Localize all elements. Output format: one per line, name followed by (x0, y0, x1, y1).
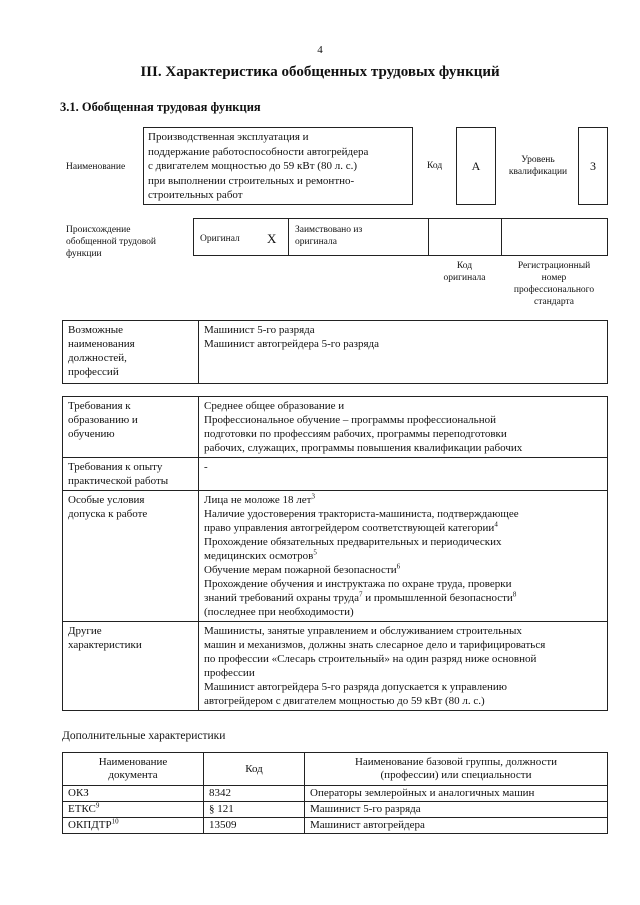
education-label: Требования к образованию и обучению (63, 397, 199, 458)
name-cell: Операторы землеройных и аналогичных машин (305, 786, 608, 802)
page-number: 4 (317, 44, 323, 56)
function-name-line: строительных работ (148, 189, 243, 201)
doc-cell: ЕТКС$^9$ (63, 802, 204, 818)
admission-line: право управления автогрейдером соответствующей категории$^4$ (204, 520, 498, 534)
name-label: Наименование (66, 162, 126, 172)
origin-table (193, 218, 608, 256)
level-label: Уровень квалификации (508, 155, 568, 177)
subsection-title: 3.1. Обобщенная трудовая функция (60, 100, 261, 114)
table-row (63, 397, 608, 458)
table-row (63, 321, 608, 384)
original-label: Оригинал (200, 234, 240, 244)
doc-cell: ОКПДТР$^{10}$ (63, 818, 204, 834)
origin-label: Происхождение обобщенной трудовой функции (66, 225, 156, 259)
registration-cell (502, 219, 607, 255)
original-mark: X (267, 231, 277, 246)
table-row (63, 753, 608, 786)
section-title: III. Характеристика обобщенных трудовых функций (140, 64, 500, 80)
admission-label: Особые условия допуска к работе (63, 491, 199, 622)
original-code-cell (429, 219, 502, 255)
table-row (63, 802, 608, 818)
table-row (63, 622, 608, 711)
admission-line: Лица не моложе 18 лет$^3$ (204, 492, 315, 506)
other-value: Машинисты, занятые управлением и обслуживанием строительных машин и механизмов, должны знать слесарное дело и тарифицироваться по профессии «Слесарь строительный» на один разряд ниже основной профессии Машинист автогрейдера 5-го разряда допускается к управлению автогрейдером с двигателем мощностью до 59 кВт (80 л. с.) (199, 622, 608, 711)
admission-value (199, 491, 608, 622)
function-name-line: при выполнении строительных и ремонтно- (148, 174, 355, 187)
function-name-box (143, 127, 413, 205)
education-value: Среднее общее образование и Профессиональное обучение – программы профессиональной подготовки по профессиям рабочих, программы переподготовки рабочих, служащих, программы повышения квалификации рабочих (199, 397, 608, 458)
code-cell: 13509 (204, 818, 305, 834)
admission-line: Прохождение обязательных предварительных и периодических (204, 536, 502, 548)
admission-line: Прохождение обучения и инструктажа по охране труда, проверки (204, 578, 512, 590)
admission-line: (последнее при необходимости) (204, 606, 354, 618)
positions-values: Машинист 5-го разряда Машинист автогрейдера 5-го разряда (199, 321, 608, 384)
function-name-line: поддержание работоспособности автогрейдера (148, 145, 369, 158)
function-name-line: с двигателем мощностью до 59 кВт (80 л. с.) (148, 160, 357, 172)
extra-caption: Дополнительные характеристики (62, 730, 226, 742)
borrowed-label: Заимствовано из оригинала (295, 225, 363, 247)
code-cell: § 121 (204, 802, 305, 818)
admission-line: Обучение мерам пожарной безопасности$^6$ (204, 562, 401, 576)
original-code-caption: Код оригинала (443, 261, 486, 283)
original-cell (194, 219, 289, 255)
other-label: Другие характеристики (63, 622, 199, 711)
code-value: А (456, 127, 496, 205)
admission-line: знаний требований охраны труда$^7$ и промышленной безопасности$^8$ (204, 590, 517, 604)
name-cell: Машинист автогрейдера (305, 818, 608, 834)
function-name-line: Производственная эксплуатация и (148, 131, 309, 143)
table-row (63, 491, 608, 622)
table-row (63, 818, 608, 834)
admission-line: медицинских осмотров$^5$ (204, 548, 317, 562)
positions-table (62, 320, 608, 384)
requirements-table (62, 396, 608, 711)
registration-caption: Регистрационный номер профессионального стандарта (513, 261, 595, 307)
table-row (63, 786, 608, 802)
level-value: 3 (578, 127, 608, 205)
name-cell: Машинист 5-го разряда (305, 802, 608, 818)
group-header: Наименование базовой группы, должности (профессии) или специальности (305, 753, 608, 786)
borrowed-cell (289, 219, 429, 255)
positions-label: Возможные наименования должностей, профессий (63, 321, 199, 384)
code-cell: 8342 (204, 786, 305, 802)
experience-value: - (199, 458, 608, 491)
doc-header: Наименование документа (63, 753, 204, 786)
code-header: Код (204, 753, 305, 786)
admission-line: Наличие удостоверения тракториста-машиниста, подтверждающее (204, 508, 519, 520)
table-row (63, 458, 608, 491)
doc-cell: ОКЗ (63, 786, 204, 802)
extra-table (62, 752, 608, 834)
code-label: Код (427, 161, 443, 171)
experience-label: Требования к опыту практической работы (63, 458, 199, 491)
